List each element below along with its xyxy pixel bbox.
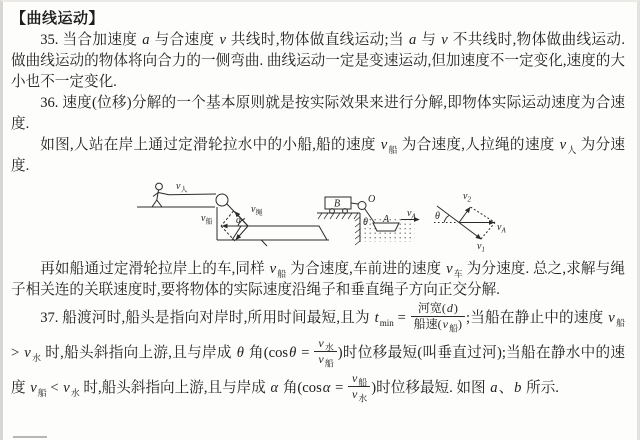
label-vA-middle: $v_A$ bbox=[407, 208, 416, 221]
variable: a bbox=[408, 32, 417, 48]
label-vA-right: $v_A$ bbox=[497, 222, 506, 235]
text-run: ) bbox=[458, 317, 462, 332]
person-figure bbox=[152, 183, 169, 207]
figure-svg bbox=[129, 178, 509, 258]
variable: v bbox=[351, 387, 358, 402]
text-run: 37. 船渡河时,船头是指向对岸时,所用时间最短,且为 bbox=[40, 310, 374, 326]
variable: θ bbox=[289, 345, 297, 361]
text-run: 如图,人站在岸上通过定滑轮拉水中的小船,船的速度 bbox=[40, 137, 380, 153]
label-alpha: α bbox=[236, 215, 242, 226]
label-theta-middle: θ bbox=[363, 217, 368, 228]
wall-hatch bbox=[355, 217, 360, 245]
subscript: 水 bbox=[70, 387, 80, 398]
label-cart-B: B bbox=[334, 198, 341, 210]
ground-hatch bbox=[318, 213, 358, 219]
label-v-rope: $v_绳$ bbox=[251, 204, 263, 217]
variable: d bbox=[446, 301, 453, 316]
text-run: 河宽( bbox=[417, 301, 446, 316]
text-run: = bbox=[331, 380, 347, 396]
v2-arrow bbox=[459, 208, 470, 223]
text-run: )时位移最短. 如图 bbox=[371, 380, 490, 396]
variable: v bbox=[318, 352, 324, 367]
text-run: 不共线时,物体做曲线运动. 做曲线运动的物体将向合力的一侧弯曲. 曲线运动一定是变速运动,但加速度不一定变化,速度的大小也不一定变化. bbox=[11, 32, 625, 90]
text-run: 为分速度. bbox=[11, 137, 625, 174]
theta-arc bbox=[444, 216, 449, 223]
text-run: 与合速度 bbox=[150, 32, 219, 48]
fraction-cosalpha bbox=[347, 371, 371, 402]
variable: v bbox=[559, 137, 567, 153]
subscript: 船 bbox=[324, 358, 334, 369]
text-run: ) bbox=[453, 301, 458, 316]
variable: v bbox=[441, 32, 448, 48]
paragraph-37 bbox=[11, 301, 625, 406]
text-run: 共线时,物体做直线运动;当 bbox=[226, 32, 408, 48]
variable: v bbox=[30, 380, 37, 396]
subscript: min bbox=[379, 317, 394, 328]
label-v1: $v_1$ bbox=[477, 241, 485, 254]
text-run: 再如船通过定滑轮拉岸上的车,同样 bbox=[40, 261, 269, 277]
rope-cart bbox=[351, 203, 358, 204]
text-run: 所示. bbox=[522, 380, 559, 396]
text-run: ;当船在静止中的速度 bbox=[466, 310, 608, 326]
variable: α bbox=[270, 380, 279, 396]
variable: t bbox=[374, 310, 379, 326]
label-boat-A: A bbox=[383, 214, 390, 225]
variable: v bbox=[219, 32, 226, 48]
subscript: 水 bbox=[358, 393, 368, 404]
fraction-costheta bbox=[313, 336, 337, 367]
text-run: 35. 当合加速度 bbox=[40, 32, 142, 48]
variable: v bbox=[269, 261, 277, 277]
subscript: 船 bbox=[448, 323, 458, 334]
subscript: 船 bbox=[277, 268, 287, 279]
text-run: 角(cos bbox=[244, 345, 289, 361]
right-diagram bbox=[434, 206, 495, 239]
subscript: 船 bbox=[615, 317, 625, 328]
text-run: 与 bbox=[417, 32, 441, 48]
section-title: 【曲线运动】 bbox=[11, 11, 105, 27]
left-diagram bbox=[137, 183, 329, 246]
text-run: > bbox=[11, 345, 24, 361]
subscript: 船 bbox=[358, 377, 368, 388]
text-run: 船速( bbox=[413, 317, 442, 332]
variable: α bbox=[322, 380, 331, 396]
variable: v bbox=[24, 345, 31, 361]
variable: v bbox=[351, 371, 358, 386]
text-run: = bbox=[393, 310, 410, 326]
variable: b bbox=[514, 380, 522, 396]
text-run: < bbox=[46, 380, 63, 396]
label-v2: $v_2$ bbox=[463, 191, 471, 204]
variable: θ bbox=[236, 345, 244, 361]
text-run: 为合速度,人拉绳的速度 bbox=[397, 137, 559, 153]
text-run: 为合速度,车前进的速度 bbox=[286, 261, 446, 277]
variable: a bbox=[490, 380, 498, 396]
variable: v bbox=[446, 261, 453, 277]
paragraph-36c bbox=[11, 259, 625, 301]
paragraph-36b bbox=[11, 135, 625, 177]
subscript: 水 bbox=[31, 352, 42, 363]
variable: v bbox=[380, 137, 388, 153]
variable: v bbox=[318, 336, 324, 351]
physics-figure bbox=[129, 178, 625, 258]
variable: a bbox=[142, 32, 150, 48]
variable: v bbox=[63, 380, 70, 396]
text-run: 时,船头斜指向上游,且与岸成 bbox=[79, 380, 270, 396]
subscript: 船 bbox=[37, 387, 47, 398]
subscript: 车 bbox=[453, 268, 463, 279]
text-run: 、 bbox=[498, 380, 514, 396]
label-pulley-O: O bbox=[368, 194, 376, 205]
text-run: )时位移最短(叫垂直过河);当船在静水中的速度 bbox=[11, 345, 625, 396]
subscript: 船 bbox=[388, 144, 398, 155]
paragraph-35 bbox=[11, 30, 625, 93]
text-run: = bbox=[297, 345, 314, 361]
text-run: 时,船头斜指向上游,且与岸成 bbox=[41, 345, 236, 361]
text-run: 36. 速度(位移)分解的一个基本原则就是按实际效果来进行分解,即物体实际运动速度为合速度. bbox=[11, 95, 625, 132]
text-run: 角(cos bbox=[279, 380, 322, 396]
fraction-tmin bbox=[410, 301, 466, 332]
paragraph-36 bbox=[11, 93, 625, 135]
rope-horizontal bbox=[169, 194, 216, 195]
subscript: 水 bbox=[324, 342, 334, 353]
variable: v bbox=[608, 310, 615, 326]
variable: v bbox=[442, 317, 448, 332]
label-theta-right: θ bbox=[435, 211, 440, 222]
scan-artifact-line bbox=[13, 436, 47, 438]
subscript: 人 bbox=[567, 144, 577, 155]
text-run: 为分速度. 总之,求解与绳子相关连的关联速度时,要将物体的实际速度沿绳子和垂直绳子方向正交分解. bbox=[11, 261, 625, 298]
label-v-person: $v_人$ bbox=[176, 181, 188, 194]
label-v-boat: $v_船$ bbox=[201, 213, 213, 226]
pulley-left bbox=[216, 194, 228, 206]
